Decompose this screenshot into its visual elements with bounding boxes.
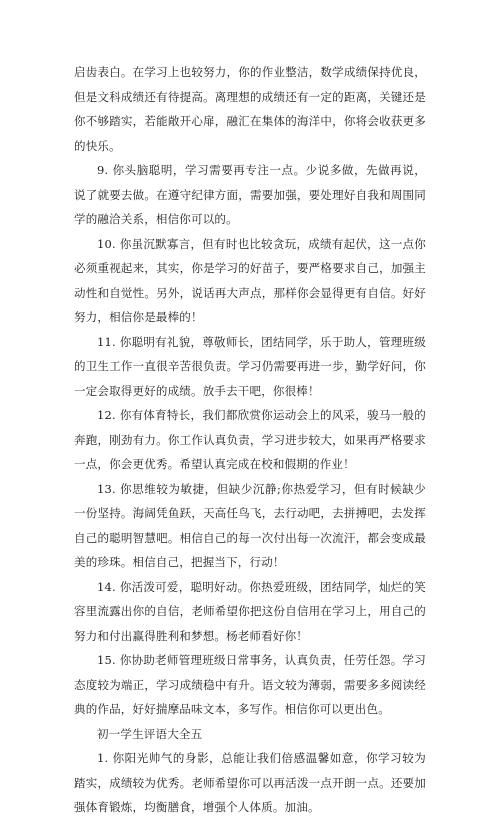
paragraph-comment-1: 1. 你阳光帅气的身影，总能让我们倍感温馨如意，你学习较为踏实，成绩较为优秀。老师希望你可以再活泼一点开朗一点。还要加强体育锻炼，均衡膳食，增强个人体质。加油。: [74, 751, 426, 814]
paragraph-comment-12: 12. 你有体育特长，我们都欣赏你运动会上的风采，骏马一般的奔跑，刚劲有力。你工作认真负责，学习进步较大，如果再严格要求一点，你会更优秀。希望认真完成在校和假期的作业！: [74, 408, 426, 471]
paragraph-comment-11: 11. 你聪明有礼貌，尊敬师长，团结同学，乐于助人，管理班级的卫生工作一直很辛苦很负责。学习仍需要再进一步，勤学好问，你一定会取得更好的成绩。放手去干吧，你很棒！: [74, 334, 426, 398]
paragraph-comment-13: 13. 你思维较为敏捷，但缺少沉静;你热爱学习，但有时候缺少一份坚持。海阔凭鱼跃，天高任鸟飞，去行动吧，去拼搏吧，去发挥自己的聪明智慧吧。相信自己的每一次付出每一次流汗，都会变成最美的珍珠。相信自己，把握当下，行动！: [74, 481, 426, 569]
paragraph-comment-9: 9. 你头脑聪明，学习需要再专注一点。少说多做，先做再说，说了就要去做。在遵守纪律方面，需要加强，要处理好自我和周围同学的融洽关系，相信你可以的。: [74, 163, 426, 226]
paragraph-continued: 启齿表白。在学习上也较努力，你的作业整洁，数学成绩保持优良，但是文科成绩还有待提高。离理想的成绩还有一定的距离，关键还是你不够踏实，若能敞开心扉，融汇在集体的海洋中，你将会收获更多的快乐。: [74, 65, 426, 153]
paragraph-comment-14: 14. 你活泼可爱，聪明好动。你热爱班级，团结同学，灿烂的笑容里流露出你的自信，老师希望你把这份自信用在学习上，用自己的努力和付出赢得胜利和梦想。杨老师看好你！: [74, 579, 426, 643]
paragraph-comment-10: 10. 你虽沉默寡言，但有时也比较贪玩，成绩有起伏，这一点你必须重视起来，其实，你是学习的好苗子，要严格要求自己，加强主动性和自觉性。另外，说话再大声点，那样你会显得更有自信。好好努力，相信你是最棒的！: [74, 236, 426, 324]
paragraph-comment-15: 15. 你协助老师管理班级日常事务，认真负责，任劳任怨。学习态度较为端正，学习成绩稳中有升。语文较为薄弱，需要多多阅读经典的作品，好好揣摩品味文本，多写作。相信你可以更出色。: [74, 653, 426, 716]
section-heading: 初一学生评语大全五: [97, 726, 203, 741]
